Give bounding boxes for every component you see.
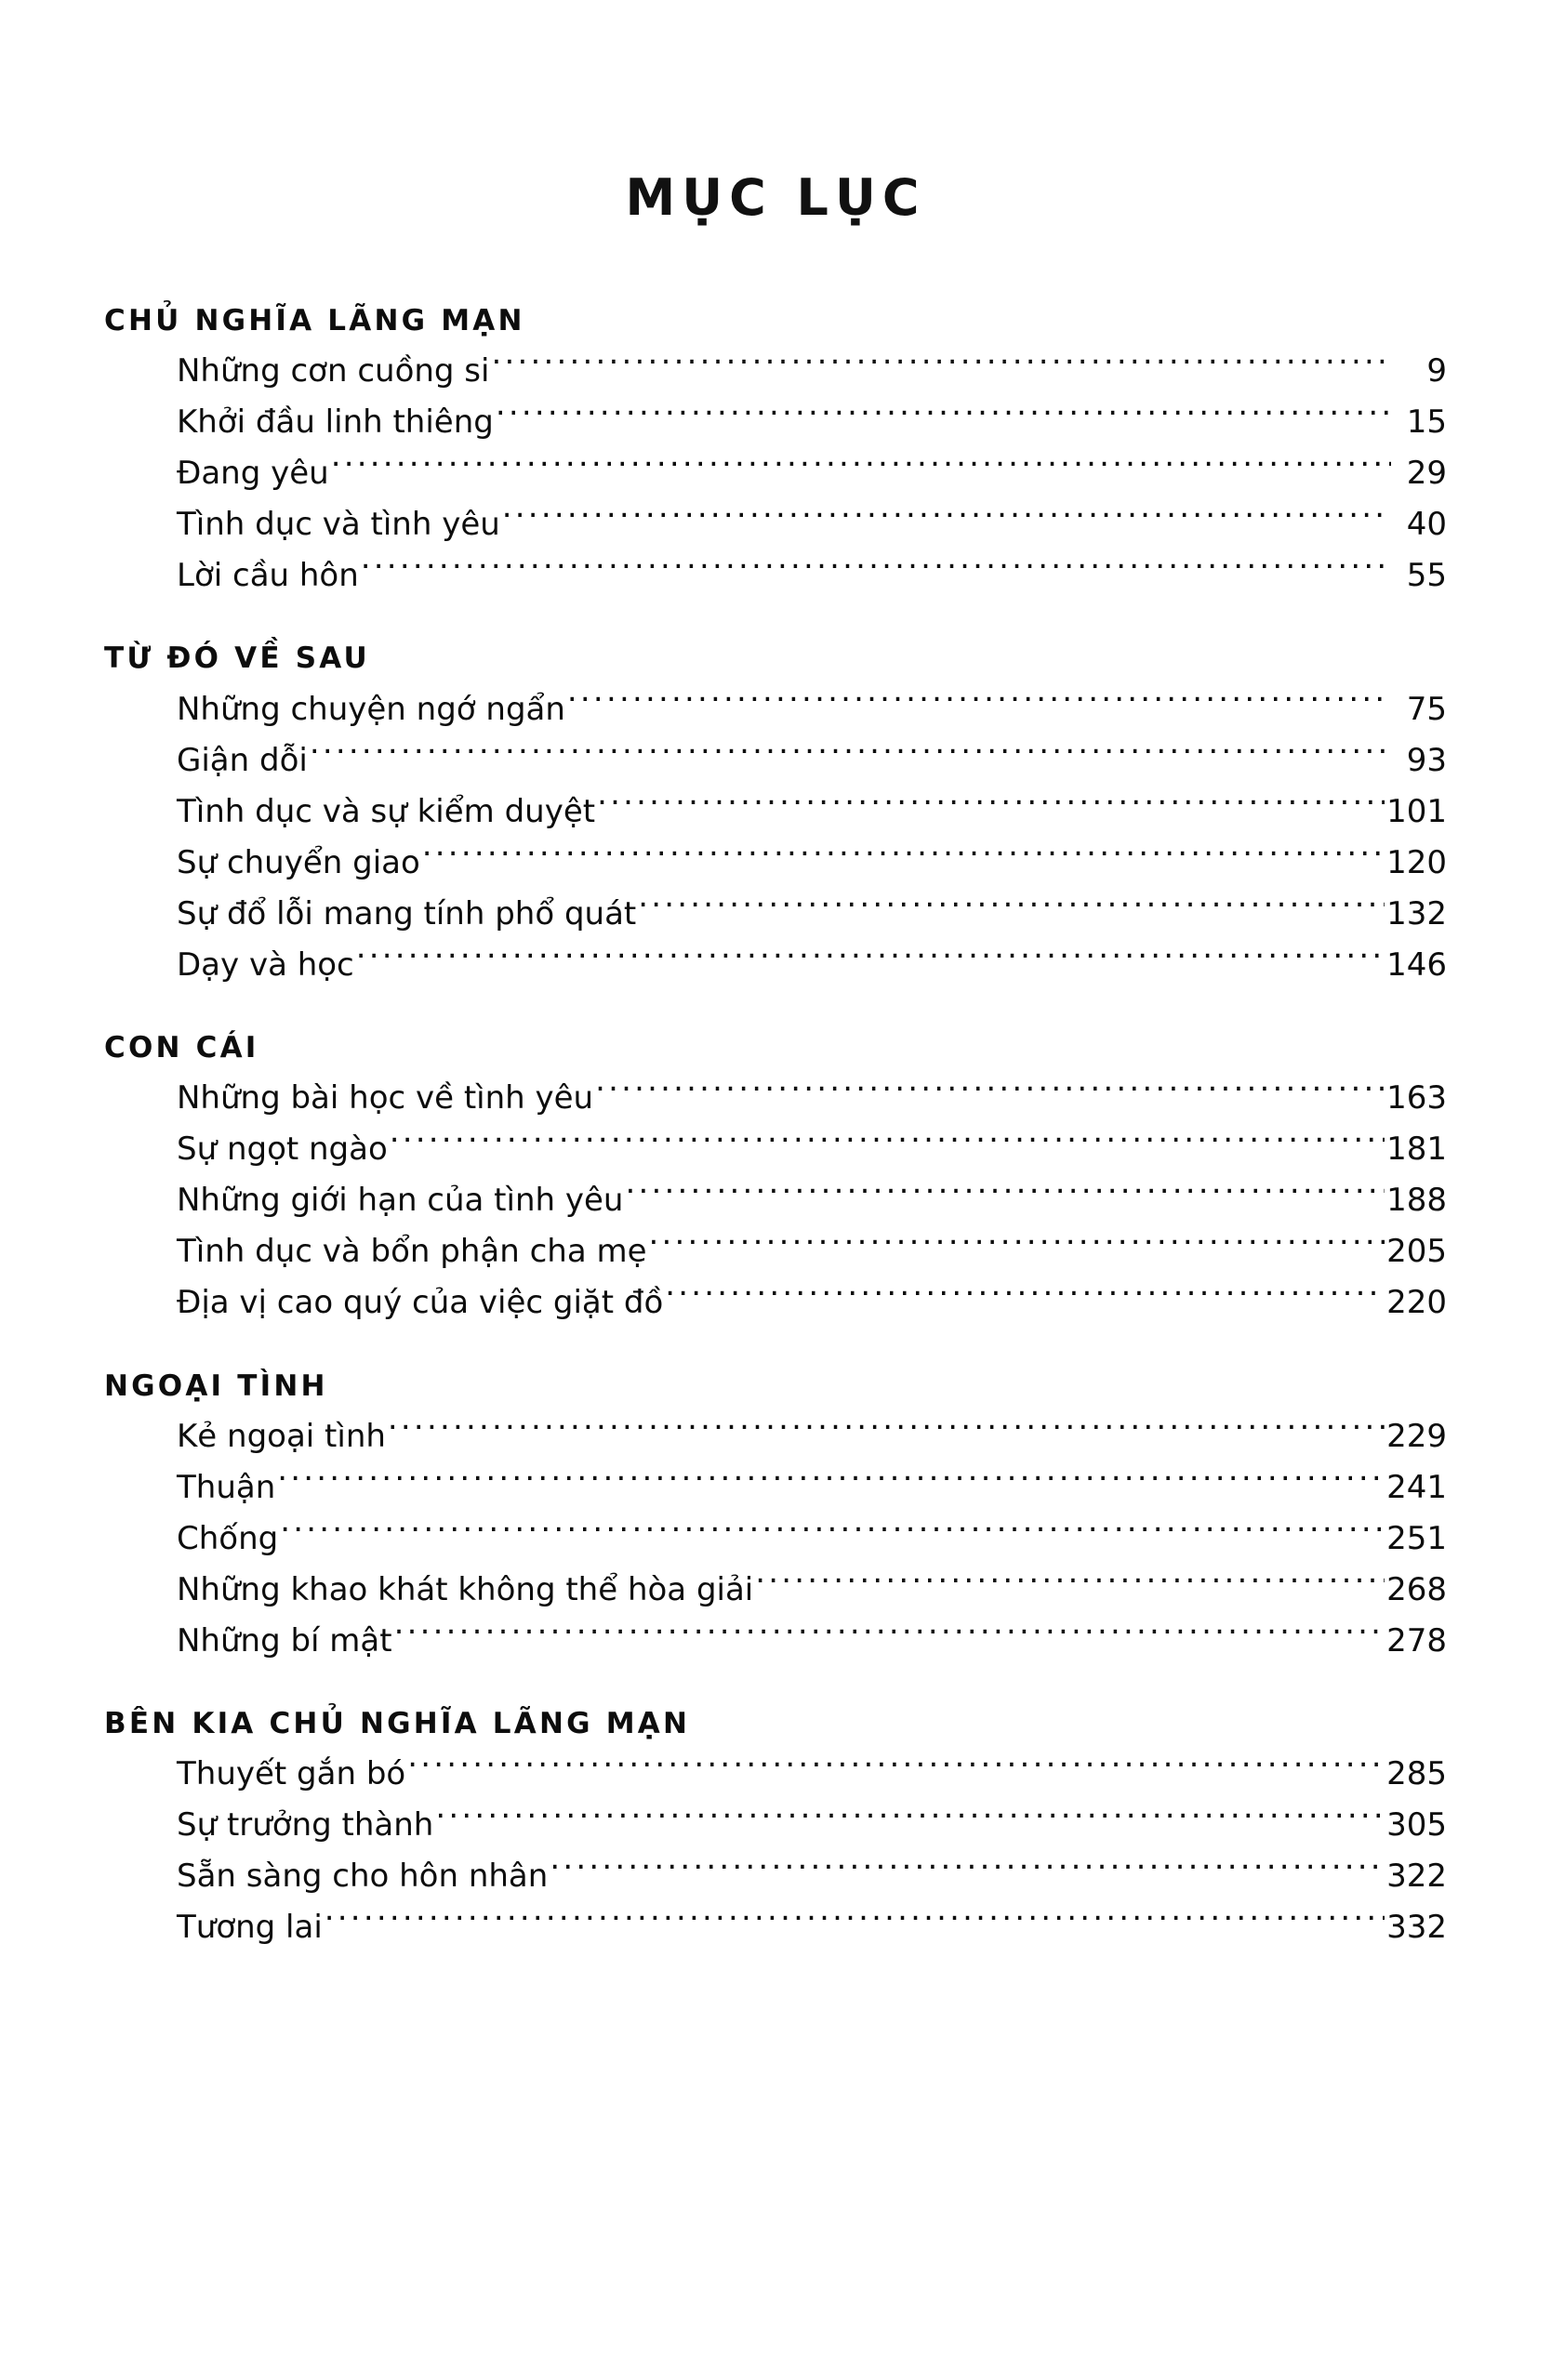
toc-section bbox=[104, 642, 1447, 991]
toc-leader-dots bbox=[665, 1281, 1385, 1313]
toc-leader-dots bbox=[550, 1855, 1385, 1886]
toc-entry-title: Sẵn sàng cho hôn nhân bbox=[177, 1858, 549, 1896]
toc-entry[interactable] bbox=[177, 1749, 1447, 1800]
toc-entry-page-number: 305 bbox=[1386, 1806, 1447, 1844]
toc-entry-page-number: 285 bbox=[1386, 1755, 1447, 1793]
toc-entry-list bbox=[104, 1749, 1447, 1953]
toc-entry[interactable] bbox=[177, 1226, 1447, 1277]
toc-entry-list bbox=[104, 1073, 1447, 1329]
toc-leader-dots bbox=[390, 1128, 1385, 1159]
toc-entry-page-number: 181 bbox=[1386, 1130, 1447, 1169]
toc-leader-dots bbox=[356, 944, 1385, 975]
toc-entry-page-number: 268 bbox=[1386, 1570, 1447, 1608]
toc-entry-page-number: 75 bbox=[1406, 690, 1447, 728]
toc-section bbox=[104, 1032, 1447, 1329]
toc-leader-dots bbox=[625, 1179, 1385, 1210]
toc-leader-dots bbox=[325, 1906, 1385, 1937]
toc-entry-title: Sự ngọt ngào bbox=[177, 1130, 388, 1169]
toc-entry[interactable] bbox=[177, 1514, 1447, 1565]
toc-entry-page-number: 120 bbox=[1386, 843, 1447, 881]
toc-entry-list bbox=[104, 1411, 1447, 1667]
toc-entry-page-number: 55 bbox=[1406, 557, 1447, 595]
toc-entry-list bbox=[104, 346, 1447, 602]
toc-leader-dots bbox=[597, 790, 1385, 822]
toc-entry-page-number: 332 bbox=[1386, 1909, 1447, 1947]
toc-entry-title: Tình dục và tình yêu bbox=[177, 506, 500, 544]
section-heading: BÊN KIA CHỦ NGHĨA LÃNG MẠN bbox=[104, 1707, 691, 1741]
toc-leader-dots bbox=[649, 1230, 1385, 1262]
toc-entry[interactable] bbox=[177, 448, 1447, 499]
page-title: MỤC LỤC bbox=[625, 168, 926, 227]
toc-entry-title: Địa vị cao quý của việc giặt đồ bbox=[177, 1284, 664, 1322]
toc-entry-page-number: 93 bbox=[1406, 741, 1447, 779]
toc-entry-page-number: 188 bbox=[1386, 1182, 1447, 1220]
toc-entry[interactable] bbox=[177, 1073, 1447, 1124]
toc-entry[interactable] bbox=[177, 1902, 1447, 1953]
toc-entry[interactable] bbox=[177, 1411, 1447, 1462]
toc-entry-page-number: 229 bbox=[1386, 1417, 1447, 1455]
toc-leader-dots bbox=[502, 503, 1391, 535]
toc-leader-dots bbox=[567, 688, 1391, 720]
section-heading: CON CÁI bbox=[104, 1031, 259, 1065]
toc-entry[interactable] bbox=[177, 1277, 1447, 1329]
toc-entry-title: Khởi đầu linh thiêng bbox=[177, 403, 494, 442]
toc-entry-title: Sự chuyển giao bbox=[177, 843, 420, 881]
toc-entry-title: Tình dục và bổn phận cha mẹ bbox=[177, 1233, 647, 1271]
toc-entry[interactable] bbox=[177, 1616, 1447, 1667]
toc-entry-page-number: 278 bbox=[1386, 1621, 1447, 1659]
toc-leader-dots bbox=[280, 1517, 1385, 1549]
toc-entry-page-number: 132 bbox=[1386, 894, 1447, 932]
toc-leader-dots bbox=[331, 452, 1391, 483]
toc-entry[interactable] bbox=[177, 397, 1447, 448]
toc-entry-page-number: 220 bbox=[1386, 1284, 1447, 1322]
toc-entry[interactable] bbox=[177, 1565, 1447, 1616]
toc-entry-title: Tình dục và sự kiểm duyệt bbox=[177, 792, 596, 830]
toc-entry-page-number: 322 bbox=[1386, 1858, 1447, 1896]
toc-entry[interactable] bbox=[177, 1462, 1447, 1514]
toc-entry[interactable] bbox=[177, 1124, 1447, 1175]
toc-leader-dots bbox=[277, 1466, 1385, 1498]
toc-leader-dots bbox=[595, 1077, 1385, 1108]
toc-entry[interactable] bbox=[177, 499, 1447, 550]
toc-entry[interactable] bbox=[177, 735, 1447, 787]
toc-leader-dots bbox=[310, 739, 1391, 771]
toc-entry-page-number: 251 bbox=[1386, 1519, 1447, 1557]
toc-leader-dots bbox=[435, 1804, 1385, 1835]
toc-leader-dots bbox=[491, 350, 1391, 381]
toc-leader-dots bbox=[638, 892, 1385, 924]
toc-leader-dots bbox=[422, 841, 1385, 873]
toc-entry-title: Kẻ ngoại tình bbox=[177, 1417, 386, 1455]
toc-entry-page-number: 205 bbox=[1386, 1233, 1447, 1271]
toc-entry-title: Những khao khát không thể hòa giải bbox=[177, 1570, 754, 1608]
toc-section bbox=[104, 1708, 1447, 1953]
toc-entry-title: Sự trưởng thành bbox=[177, 1806, 434, 1844]
toc-leader-dots bbox=[496, 401, 1391, 432]
toc-entry-title: Đang yêu bbox=[177, 455, 329, 493]
toc-entry-page-number: 40 bbox=[1406, 506, 1447, 544]
toc-entry-title: Thuyết gắn bó bbox=[177, 1755, 406, 1793]
toc-entry-page-number: 29 bbox=[1406, 455, 1447, 493]
section-heading: CHỦ NGHĨA LÃNG MẠN bbox=[104, 304, 525, 337]
toc-entry[interactable] bbox=[177, 550, 1447, 602]
section-heading: NGOẠI TÌNH bbox=[104, 1368, 328, 1403]
toc-entry-title: Những chuyện ngớ ngẩn bbox=[177, 690, 565, 728]
toc-leader-dots bbox=[755, 1568, 1385, 1600]
toc-entry-title: Những bí mật bbox=[177, 1621, 392, 1659]
toc-section bbox=[104, 1370, 1447, 1667]
toc-entry[interactable] bbox=[177, 889, 1447, 940]
toc-entry-title: Những bài học về tình yêu bbox=[177, 1079, 594, 1117]
toc-entry-title: Tương lai bbox=[177, 1909, 323, 1947]
toc-entry-page-number: 15 bbox=[1406, 403, 1447, 442]
section-heading: TỪ ĐÓ VỀ SAU bbox=[104, 641, 370, 676]
toc-entry-title: Thuận bbox=[177, 1468, 276, 1506]
toc-leader-dots bbox=[361, 554, 1391, 586]
toc-sections bbox=[104, 305, 1447, 1953]
toc-leader-dots bbox=[407, 1752, 1385, 1784]
toc-entry[interactable] bbox=[177, 346, 1447, 397]
toc-entry-title: Sự đổ lỗi mang tính phổ quát bbox=[177, 894, 637, 932]
toc-entry-title: Lời cầu hôn bbox=[177, 557, 359, 595]
toc-entry[interactable] bbox=[177, 1175, 1447, 1226]
toc-entry-title: Những giới hạn của tình yêu bbox=[177, 1182, 624, 1220]
toc-entry[interactable] bbox=[177, 787, 1447, 838]
toc-leader-dots bbox=[394, 1620, 1385, 1651]
toc-entry-page-number: 146 bbox=[1386, 945, 1447, 984]
toc-section bbox=[104, 305, 1447, 602]
toc-entry-page-number: 9 bbox=[1426, 352, 1447, 390]
toc-entry-page-number: 163 bbox=[1386, 1079, 1447, 1117]
toc-entry-list bbox=[104, 684, 1447, 991]
toc-entry-title: Dạy và học bbox=[177, 945, 354, 984]
toc-entry-page-number: 241 bbox=[1386, 1468, 1447, 1506]
toc-entry-title: Giận dỗi bbox=[177, 741, 308, 779]
toc-entry[interactable] bbox=[177, 684, 1447, 735]
toc-leader-dots bbox=[388, 1415, 1385, 1447]
toc-entry[interactable] bbox=[177, 1851, 1447, 1902]
toc-entry[interactable] bbox=[177, 838, 1447, 889]
toc-entry-title: Những cơn cuồng si bbox=[177, 352, 490, 390]
toc-entry-title: Chống bbox=[177, 1519, 279, 1557]
toc-entry[interactable] bbox=[177, 940, 1447, 991]
toc-entry[interactable] bbox=[177, 1800, 1447, 1851]
toc-entry-page-number: 101 bbox=[1386, 792, 1447, 830]
